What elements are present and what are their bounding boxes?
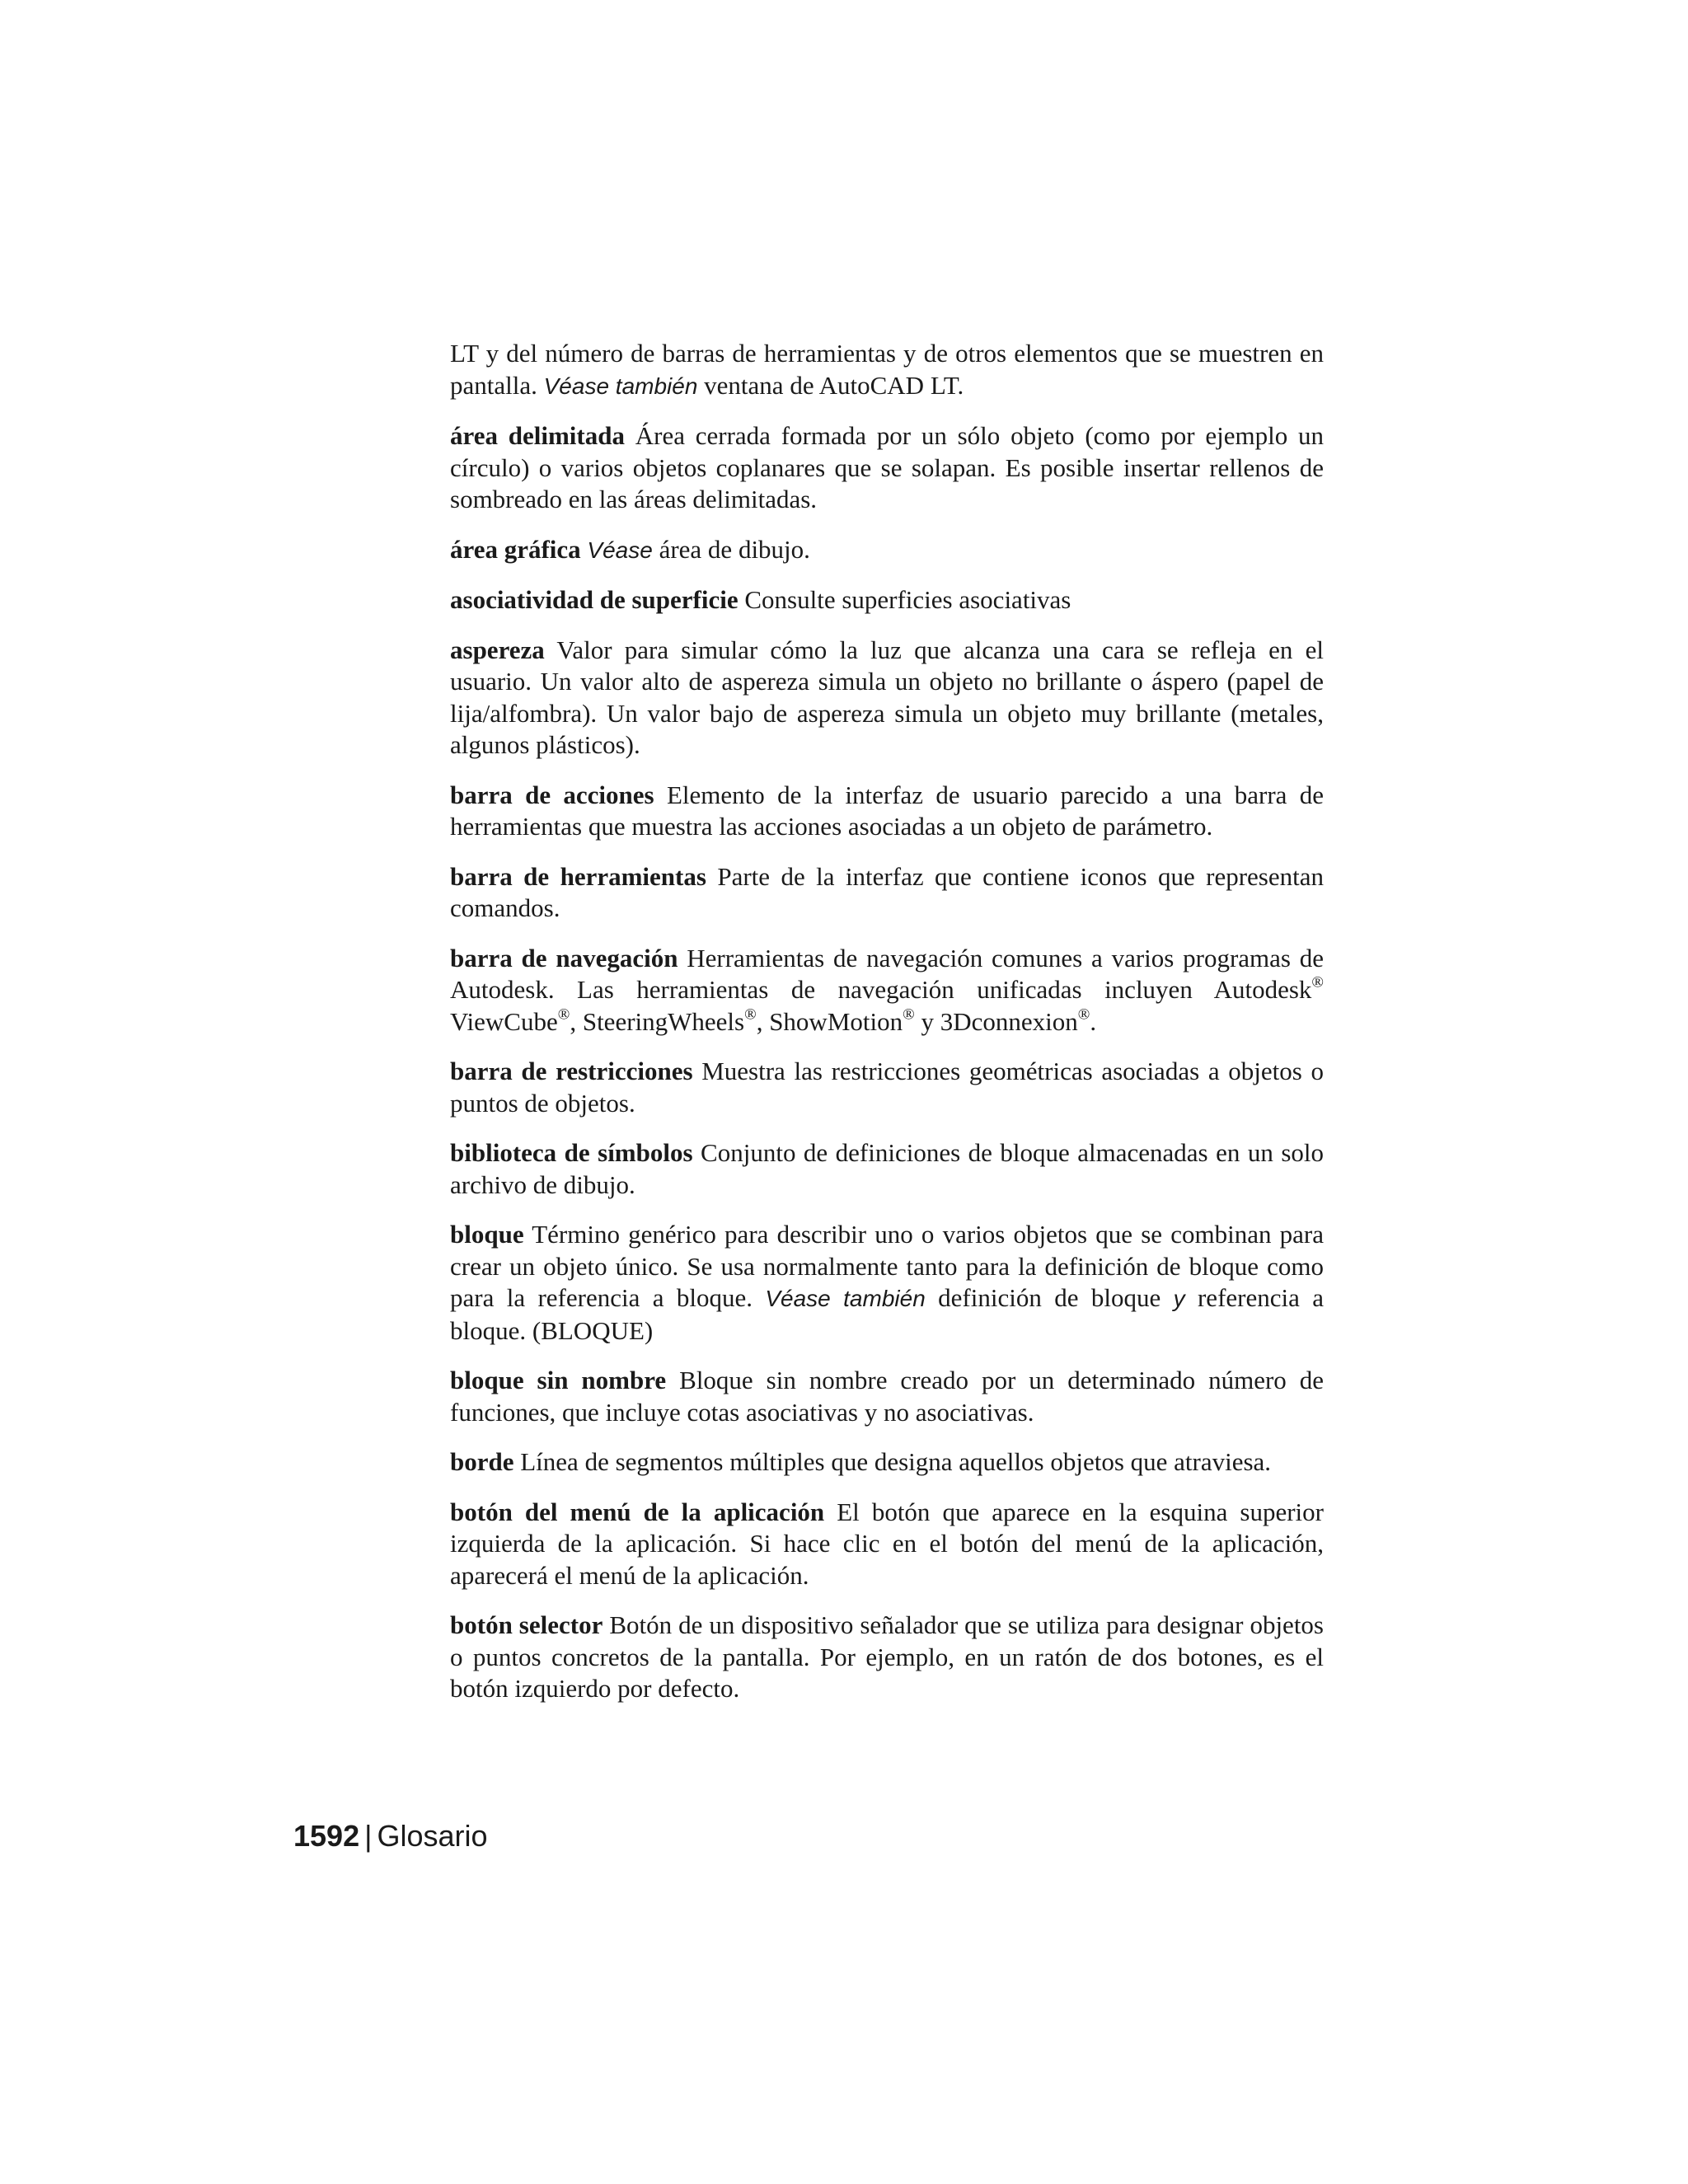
glossary-entry-area-delimitada: [450, 420, 1324, 516]
footer-separator: |: [364, 1819, 373, 1853]
see-label: Véase: [587, 537, 653, 563]
product-showmotion: ShowMotion: [769, 1006, 903, 1036]
glossary-entry-area-grafica: [450, 534, 1324, 567]
see-also-target: ventana de AutoCAD LT.: [697, 370, 964, 400]
see-also-label: Véase también: [543, 373, 698, 399]
glossary-definition: Conjunto de definiciones de bloque almacenadas en un solo archivo de dibujo.: [450, 1138, 1324, 1199]
glossary-term: bloque sin nombre: [450, 1366, 667, 1394]
glossary-definition: Área cerrada formada por un sólo objeto (como por ejemplo un círculo) o varios objetos coplanares que se solapan. Es posible insertar rellenos de sombreado en las áreas delimitadas.: [450, 421, 1325, 513]
glossary-content: [450, 338, 1324, 1723]
glossary-term: barra de acciones: [450, 780, 654, 809]
glossary-definition: Término genérico para describir uno o varios objetos que se combinan para crear un objeto único. Se usa normalmente tanto para la definición de bloque como para la referencia a bloque.: [450, 1220, 1324, 1312]
and-label: y: [1173, 1286, 1185, 1311]
glossary-term: biblioteca de símbolos: [450, 1138, 693, 1167]
registered-mark: ®: [744, 1005, 757, 1024]
glossary-definition: Parte de la interfaz que contiene iconos que representan comandos.: [450, 861, 1324, 922]
product-viewcube: ViewCube: [450, 1006, 558, 1036]
glossary-definition: área de dibujo.: [659, 534, 810, 564]
glossary-term: aspereza: [450, 635, 545, 664]
page-footer: [293, 1818, 488, 1854]
glossary-term: barra de navegación: [450, 943, 678, 972]
glossary-entry-biblioteca-de-simbolos: [450, 1137, 1324, 1201]
glossary-definition: Línea de segmentos múltiples que designa aquellos objetos que atraviesa.: [520, 1447, 1272, 1476]
glossary-entry-borde: [450, 1446, 1324, 1479]
glossary-term: bloque: [450, 1220, 524, 1249]
registered-mark: ®: [1077, 1005, 1090, 1024]
glossary-continuation: [450, 338, 1324, 402]
glossary-definition: Muestra las restricciones geométricas asociadas a objetos o puntos de objetos.: [450, 1057, 1324, 1118]
glossary-entry-bloque: [450, 1219, 1324, 1347]
glossary-term: barra de restricciones: [450, 1057, 693, 1085]
see-also-target: definición de bloque: [925, 1283, 1174, 1312]
definition-end: .: [1090, 1006, 1097, 1036]
glossary-entry-barra-de-navegacion: barra de navegación Herramientas de navegación comunes a varios programas de Autodesk. Las herramientas de navegación unificadas incluyen Autodesk® ViewCube®, SteeringWheels®, ShowMotion® y 3Dconnexion®.: [450, 943, 1325, 1036]
glossary-term: botón del menú de la aplicación: [450, 1497, 825, 1526]
continuation-text: LT y del número de barras de herramientas y de otros elementos que se muestren en pantalla.: [450, 339, 1324, 400]
glossary-definition: Herramientas de navegación comunes a varios programas de Autodesk. Las herramientas de navegación unificadas incluyen Autodesk: [450, 943, 1325, 1004]
glossary-definition: Valor para simular cómo la luz que alcanza una cara se refleja en el usuario. Un valor alto de aspereza simula un objeto no brillante o áspero (papel de lija/alfombra). Un valor bajo de aspereza simula un objeto muy brillante (metales, algunos plásticos).: [450, 635, 1324, 759]
glossary-entry-barra-de-herramientas: [450, 861, 1324, 925]
glossary-term: botón selector: [450, 1610, 603, 1639]
glossary-entry-barra-de-acciones: [450, 780, 1324, 843]
glossary-term: área gráfica: [450, 534, 581, 564]
glossary-entry-bloque-sin-nombre: [450, 1365, 1324, 1428]
glossary-term: barra de herramientas: [450, 861, 706, 891]
glossary-entry-barra-de-restricciones: [450, 1056, 1324, 1119]
glossary-entry-asociatividad-de-superficie: [450, 584, 1324, 616]
glossary-definition: Elemento de la interfaz de usuario parecido a una barra de herramientas que muestra las acciones asociadas a un objeto de parámetro.: [450, 780, 1325, 841]
glossary-term: asociatividad de superficie: [450, 585, 738, 614]
glossary-term: área delimitada: [450, 421, 625, 450]
glossary-definition: Consulte superficies asociativas: [744, 585, 1071, 614]
registered-mark: ®: [557, 1005, 570, 1024]
glossary-definition: Bloque sin nombre creado por un determinado número de funciones, que incluye cotas asociativas y no asociativas.: [450, 1366, 1324, 1427]
product-steeringwheels: SteeringWheels: [582, 1006, 745, 1036]
registered-mark: ®: [1311, 973, 1324, 991]
glossary-definition: Botón de un dispositivo señalador que se utiliza para designar objetos o puntos concretos de la pantalla. Por ejemplo, en un ratón de dos botones, es el botón izquierdo por defecto.: [450, 1610, 1324, 1703]
registered-mark: ®: [903, 1005, 915, 1024]
see-also-target: referencia a bloque. (BLOQUE): [450, 1283, 1325, 1345]
glossary-term: borde: [450, 1447, 514, 1476]
glossary-entry-boton-selector: [450, 1610, 1324, 1705]
section-name: Glosario: [377, 1819, 488, 1853]
page-number: 1592: [293, 1819, 360, 1853]
glossary-entry-boton-del-menu-de-la-aplicacion: [450, 1497, 1324, 1592]
glossary-entry-aspereza: [450, 635, 1324, 762]
product-3dconnexion: y 3Dconnexion: [921, 1006, 1078, 1036]
see-also-label: Véase también: [765, 1286, 926, 1311]
glossary-definition: El botón que aparece en la esquina superior izquierda de la aplicación. Si hace clic en el botón del menú de la aplicación, aparecerá el menú de la aplicación.: [450, 1497, 1324, 1590]
